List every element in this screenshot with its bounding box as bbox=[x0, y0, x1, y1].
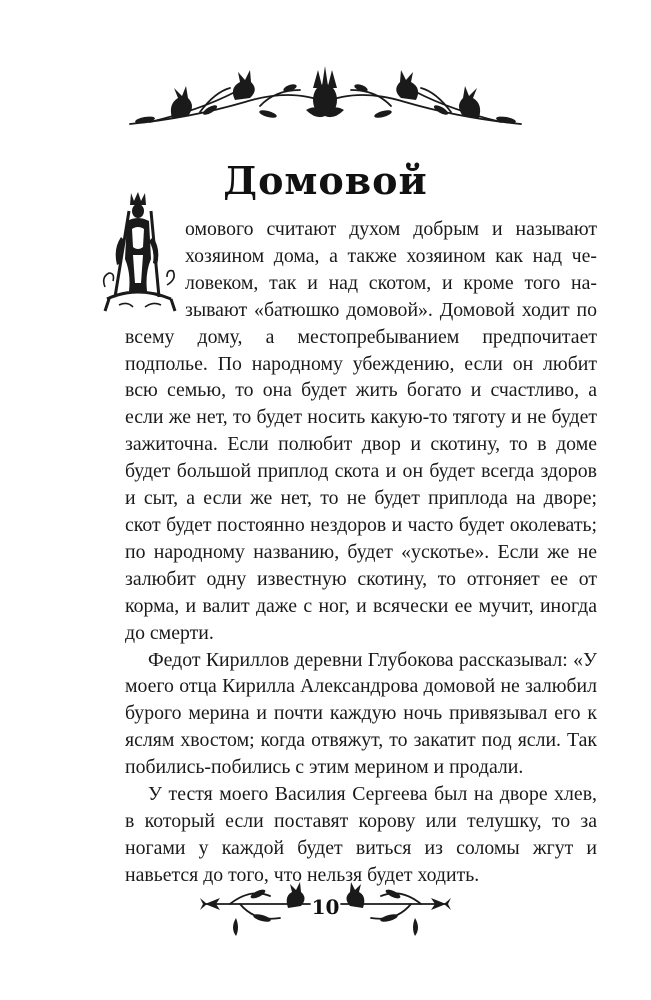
paragraph: омового считают духом добрым и называют хозяином дома, а также хозяином как над человеком, так и над скотом, и кроме того называют «батюшко домовой». Домовой ходит по всему дому, а местопребыванием предпочитает подполье. По народному убеждению, если он любит всю семью, то она будет жить богато и счастливо, а если же нет, то будет носить какую-то тяготу и не будет зажиточна. Если полюбит двор и скотину, то в доме будет большой приплод скота и он будет всегда здоров и сыт, а если же нет, то не будет приплода на дворе; скот будет постоянно нездоров и часто будет околевать; по народному названию, будет «ускотье». Если же не залюбит одну известную скотину, то отгоняет ее от корма, и валит даже с ног, и всячески ее мучит, иногда до смерти. bbox=[125, 216, 597, 647]
drop-cap bbox=[123, 216, 179, 314]
chapter-title: Домовой bbox=[223, 158, 428, 203]
paragraph: У тестя моего Василия Сергеева был на дворе хлев, в который если поставят корову или телушку, то за ногами у каждой будет виться из соломы жгут и навьется до того, что нельзя будет ходить. bbox=[125, 783, 597, 886]
body-text bbox=[125, 216, 597, 889]
top-ornament bbox=[0, 40, 651, 130]
ornamental-figure-icon bbox=[101, 189, 179, 317]
thistle-vine-icon bbox=[0, 40, 651, 130]
page-number: 10 bbox=[311, 895, 340, 919]
paragraph: Федот Кириллов деревни Глубокова рассказывал: «У моего отца Кирилла Александрова домовой не залюбил бурого мерина и почти каждую ночь привязывал его к яслям хвостом; когда отвяжут, то закатит под ясли. Так побились-побились с этим мерином и продали. bbox=[125, 648, 597, 779]
